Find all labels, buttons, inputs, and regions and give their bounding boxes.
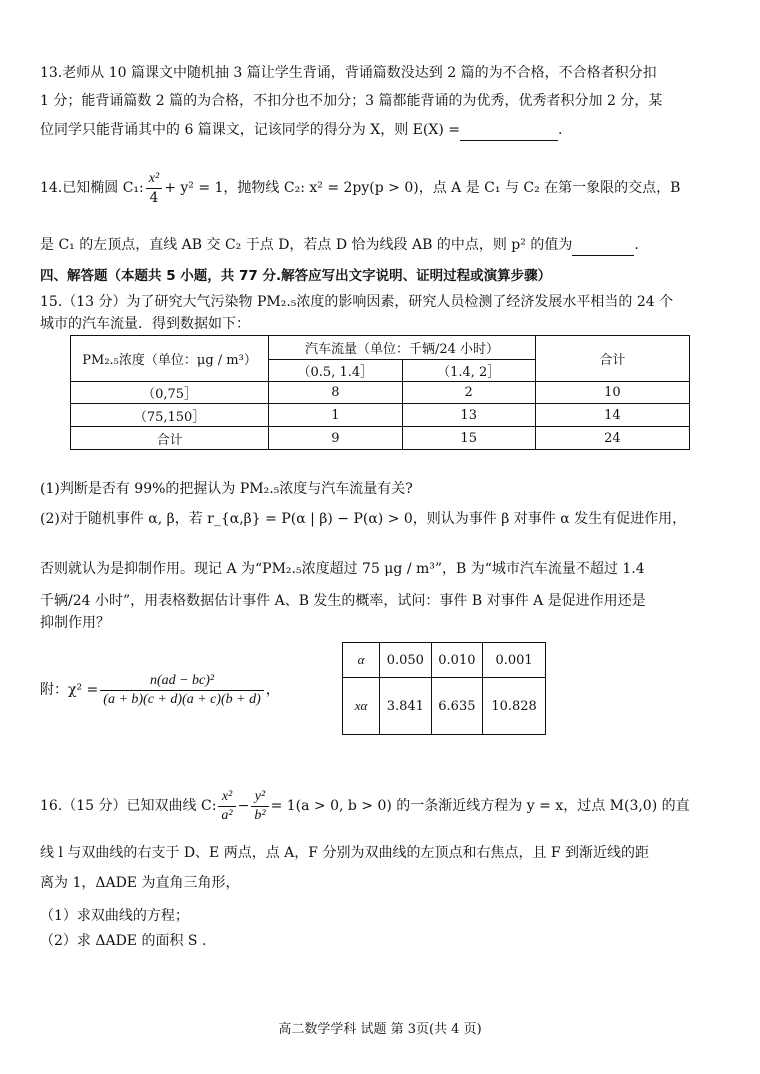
crit-alpha-label: α — [343, 643, 380, 678]
table-cell: 10 — [535, 382, 689, 404]
q15-data-table — [70, 335, 690, 450]
q16-minus: − — [237, 798, 250, 814]
table-header-traffic: 汽车流量（单位：千辆/24 小时） — [269, 336, 536, 360]
table-sub1: （0.5, 1.4］ — [269, 360, 402, 382]
table-cell: 2 — [402, 382, 535, 404]
table-sub2: （1.4, 2］ — [402, 360, 535, 382]
q13-line1: 13.老师从 10 篇课文中随机抽 3 篇让学生背诵，背诵篇数没达到 2 篇的为不合格，不合格者积分扣 — [40, 65, 657, 81]
table-row-label: （0,75］ — [71, 382, 269, 404]
q16-rest: = 1(a > 0, b > 0) 的一条渐近线方程为 y = x，过点 M(3,0) 的直 — [270, 798, 690, 814]
table-cell: 13 — [402, 404, 535, 427]
q16-line2: 线 l 与双曲线的右支于 D、E 两点，点 A，F 分别为双曲线的左顶点和右焦点，且 F 到渐近线的距 — [40, 845, 650, 861]
page-footer: 高二数学学科 试题 第 3页(共 4 页) — [278, 1022, 482, 1037]
q13-line3-text: 位同学只能背诵其中的 6 篇课文，记该同学的得分为 X，则 E(X) = — [40, 122, 460, 138]
table-cell: 9 — [269, 427, 402, 450]
q15-line1: 15.（13 分）为了研究大气污染物 PM₂.₅浓度的影响因素，研究人员检测了经济发展水平相当的 24 个 — [40, 294, 674, 310]
q16-line1 — [40, 785, 720, 827]
table-cell: 24 — [535, 427, 689, 450]
q16-part2: （2）求 ΔADE 的面积 S . — [40, 933, 207, 949]
formula-den: (a + b)(c + d)(a + c)(b + d) — [103, 691, 261, 707]
q14-ellipse-num: x² — [146, 170, 162, 189]
crit-cell: 0.050 — [380, 643, 432, 678]
crit-cell: 0.001 — [483, 643, 546, 678]
q14-prefix: 14.已知椭圆 C₁: — [40, 180, 144, 196]
q15-part2-line1: (2)对于随机事件 α, β，若 r_{α,β} = P(α | β) − P(α) > 0，则认为事件 β 对事件 α 发生有促进作用， — [40, 511, 687, 527]
table-row-label: （75,150］ — [71, 404, 269, 427]
q15-part2-line3: 千辆/24 小时”，用表格数据估计事件 A、B 发生的概率，试问：事件 B 对事件 A 是促进作用还是 — [40, 593, 646, 609]
q13-end: . — [557, 122, 563, 138]
q14-line1 — [40, 168, 720, 208]
q14-ellipse-rest: + y² = 1，抛物线 C₂: x² = 2py(p > 0)，点 A 是 C₁ 与 C₂ 在第一象限的交点，B — [164, 180, 681, 196]
q16-f2-den: b² — [254, 807, 266, 823]
table-header-total: 合计 — [535, 336, 689, 382]
q16-part1: （1）求双曲线的方程； — [40, 908, 189, 924]
q15-formula — [40, 668, 330, 712]
q14-line2 — [40, 235, 720, 256]
formula-end: ， — [265, 682, 280, 698]
q15-part2-line4: 抑制作用？ — [40, 615, 110, 631]
table-cell: 8 — [269, 382, 402, 404]
q16-fraction-x — [218, 788, 235, 825]
q14-ellipse-den: 4 — [149, 189, 159, 206]
q13-answer-blank[interactable] — [460, 120, 558, 141]
table-cell: 15 — [402, 427, 535, 450]
formula-prefix: 附：χ² = — [40, 682, 99, 698]
section4-heading: 四、解答题（本题共 5 小题，共 77 分.解答应写出文字说明、证明过程或演算步骤） — [40, 268, 552, 284]
q14-end: . — [634, 237, 639, 253]
q15-critical-table — [342, 642, 546, 735]
q14-answer-blank[interactable] — [572, 235, 634, 256]
crit-cell: 0.010 — [431, 643, 483, 678]
table-header-pm: PM₂.₅浓度（单位：μg / m³） — [71, 336, 269, 382]
chi-square-fraction — [100, 672, 264, 709]
q16-fraction-y — [251, 788, 268, 825]
crit-cell: 6.635 — [431, 678, 483, 735]
q15-line2: 城市的汽车流量．得到数据如下： — [40, 316, 250, 332]
crit-x-label: xα — [343, 678, 380, 735]
table-cell: 14 — [535, 404, 689, 427]
q16-f1-den: a² — [221, 807, 233, 823]
q14-line2-text: 是 C₁ 的左顶点，直线 AB 交 C₂ 于点 D，若点 D 恰为线段 AB 的中点，则 p² 的值为 — [40, 237, 573, 253]
crit-cell: 3.841 — [380, 678, 432, 735]
q15-part1: (1)判断是否有 99%的把握认为 PM₂.₅浓度与汽车流量有关? — [40, 481, 413, 497]
q16-line3: 离为 1，ΔADE 为直角三角形， — [40, 875, 240, 891]
q16-prefix: 16.（15 分）已知双曲线 C: — [40, 798, 217, 814]
formula-num: n(ad − bc)² — [100, 672, 264, 691]
q13-line2: 1 分；能背诵篇数 2 篇的为合格，不扣分也不加分；3 篇都能背诵的为优秀，优秀者积分加 2 分，某 — [40, 93, 663, 109]
q16-f1-num: x² — [218, 788, 235, 807]
q13-line3 — [40, 120, 720, 141]
table-row-label: 合计 — [71, 427, 269, 450]
table-cell: 1 — [269, 404, 402, 427]
q15-part2-line2: 否则就认为是抑制作用。现记 A 为“PM₂.₅浓度超过 75 μg / m³”，B 为“城市汽车流量不超过 1.4 — [40, 561, 645, 577]
crit-cell: 10.828 — [483, 678, 546, 735]
q14-ellipse-fraction — [146, 170, 162, 207]
q16-f2-num: y² — [251, 788, 268, 807]
